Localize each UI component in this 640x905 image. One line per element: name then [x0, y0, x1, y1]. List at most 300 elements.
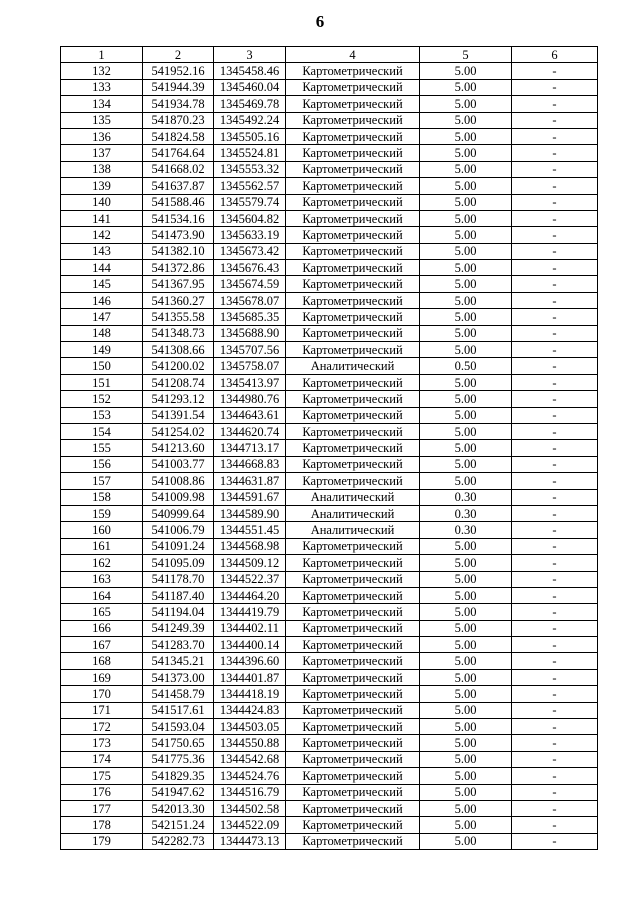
- description-cell: -: [512, 653, 598, 669]
- method-cell: Картометрический: [286, 161, 420, 177]
- point-number-cell: 170: [61, 686, 143, 702]
- point-number-cell: 139: [61, 178, 143, 194]
- column-header-x: 2: [143, 47, 214, 63]
- accuracy-cell: 5.00: [420, 79, 512, 95]
- table-row: [61, 145, 598, 161]
- point-number-cell: 153: [61, 407, 143, 423]
- accuracy-cell: 0.50: [420, 358, 512, 374]
- table-row: [61, 96, 598, 112]
- y-coordinate-cell: 1345674.59: [214, 276, 286, 292]
- method-cell: Картометрический: [286, 473, 420, 489]
- y-coordinate-cell: 1344424.83: [214, 702, 286, 718]
- y-coordinate-cell: 1345469.78: [214, 96, 286, 112]
- accuracy-cell: 5.00: [420, 587, 512, 603]
- y-coordinate-cell: 1345460.04: [214, 79, 286, 95]
- table-row: [61, 243, 598, 259]
- method-cell: Картометрический: [286, 112, 420, 128]
- x-coordinate-cell: 541870.23: [143, 112, 214, 128]
- description-cell: -: [512, 440, 598, 456]
- table-row: [61, 309, 598, 325]
- point-number-cell: 133: [61, 79, 143, 95]
- accuracy-cell: 5.00: [420, 210, 512, 226]
- table-row: [61, 440, 598, 456]
- description-cell: -: [512, 833, 598, 849]
- x-coordinate-cell: 541293.12: [143, 391, 214, 407]
- accuracy-cell: 5.00: [420, 423, 512, 439]
- method-cell: Картометрический: [286, 735, 420, 751]
- accuracy-cell: 5.00: [420, 817, 512, 833]
- y-coordinate-cell: 1344568.98: [214, 538, 286, 554]
- table-row: [61, 210, 598, 226]
- y-coordinate-cell: 1344980.76: [214, 391, 286, 407]
- description-cell: -: [512, 178, 598, 194]
- description-cell: -: [512, 620, 598, 636]
- point-number-cell: 179: [61, 833, 143, 849]
- accuracy-cell: 5.00: [420, 735, 512, 751]
- table-row: [61, 423, 598, 439]
- point-number-cell: 140: [61, 194, 143, 210]
- method-cell: Картометрический: [286, 751, 420, 767]
- point-number-cell: 136: [61, 128, 143, 144]
- y-coordinate-cell: 1344668.83: [214, 456, 286, 472]
- method-cell: Картометрический: [286, 587, 420, 603]
- point-number-cell: 163: [61, 571, 143, 587]
- y-coordinate-cell: 1344591.67: [214, 489, 286, 505]
- table-row: [61, 833, 598, 849]
- description-cell: -: [512, 423, 598, 439]
- accuracy-cell: 5.00: [420, 555, 512, 571]
- accuracy-cell: 5.00: [420, 96, 512, 112]
- description-cell: -: [512, 260, 598, 276]
- table-row: [61, 194, 598, 210]
- y-coordinate-cell: 1344419.79: [214, 604, 286, 620]
- table-row: [61, 161, 598, 177]
- y-coordinate-cell: 1345685.35: [214, 309, 286, 325]
- x-coordinate-cell: 541355.58: [143, 309, 214, 325]
- x-coordinate-cell: 541194.04: [143, 604, 214, 620]
- description-cell: -: [512, 522, 598, 538]
- accuracy-cell: 5.00: [420, 227, 512, 243]
- table-row: [61, 735, 598, 751]
- table-row: [61, 292, 598, 308]
- description-cell: -: [512, 637, 598, 653]
- point-number-cell: 168: [61, 653, 143, 669]
- y-coordinate-cell: 1344524.76: [214, 768, 286, 784]
- description-cell: -: [512, 145, 598, 161]
- y-coordinate-cell: 1345633.19: [214, 227, 286, 243]
- y-coordinate-cell: 1344418.19: [214, 686, 286, 702]
- table-row: [61, 604, 598, 620]
- description-cell: -: [512, 587, 598, 603]
- point-number-cell: 159: [61, 505, 143, 521]
- point-number-cell: 177: [61, 800, 143, 816]
- x-coordinate-cell: 541458.79: [143, 686, 214, 702]
- page-number: 6: [315, 12, 325, 31]
- x-coordinate-cell: 541947.62: [143, 784, 214, 800]
- x-coordinate-cell: 542013.30: [143, 800, 214, 816]
- method-cell: Картометрический: [286, 342, 420, 358]
- point-number-cell: 137: [61, 145, 143, 161]
- x-coordinate-cell: 541091.24: [143, 538, 214, 554]
- accuracy-cell: 5.00: [420, 768, 512, 784]
- y-coordinate-cell: 1344713.17: [214, 440, 286, 456]
- method-cell: Аналитический: [286, 505, 420, 521]
- point-number-cell: 174: [61, 751, 143, 767]
- accuracy-cell: 5.00: [420, 784, 512, 800]
- table-row: [61, 587, 598, 603]
- description-cell: -: [512, 817, 598, 833]
- table-row: [61, 473, 598, 489]
- y-coordinate-cell: 1344502.58: [214, 800, 286, 816]
- description-cell: -: [512, 161, 598, 177]
- point-number-cell: 143: [61, 243, 143, 259]
- table-row: [61, 571, 598, 587]
- table-body: [61, 63, 598, 850]
- x-coordinate-cell: 541944.39: [143, 79, 214, 95]
- y-coordinate-cell: 1345492.24: [214, 112, 286, 128]
- x-coordinate-cell: 541775.36: [143, 751, 214, 767]
- y-coordinate-cell: 1345553.32: [214, 161, 286, 177]
- point-number-cell: 146: [61, 292, 143, 308]
- method-cell: Картометрический: [286, 833, 420, 849]
- x-coordinate-cell: 542151.24: [143, 817, 214, 833]
- accuracy-cell: 5.00: [420, 161, 512, 177]
- accuracy-cell: 5.00: [420, 342, 512, 358]
- point-number-cell: 161: [61, 538, 143, 554]
- accuracy-cell: 0.30: [420, 522, 512, 538]
- method-cell: Картометрический: [286, 686, 420, 702]
- method-cell: Картометрический: [286, 243, 420, 259]
- point-number-cell: 175: [61, 768, 143, 784]
- y-coordinate-cell: 1345707.56: [214, 342, 286, 358]
- y-coordinate-cell: 1345758.07: [214, 358, 286, 374]
- x-coordinate-cell: 541009.98: [143, 489, 214, 505]
- x-coordinate-cell: 541373.00: [143, 669, 214, 685]
- accuracy-cell: 5.00: [420, 63, 512, 79]
- point-number-cell: 152: [61, 391, 143, 407]
- method-cell: Картометрический: [286, 96, 420, 112]
- description-cell: -: [512, 292, 598, 308]
- accuracy-cell: 5.00: [420, 292, 512, 308]
- table-row: [61, 325, 598, 341]
- table-row: [61, 79, 598, 95]
- point-number-cell: 165: [61, 604, 143, 620]
- column-header-accuracy: 5: [420, 47, 512, 63]
- x-coordinate-cell: 541372.86: [143, 260, 214, 276]
- method-cell: Картометрический: [286, 653, 420, 669]
- description-cell: -: [512, 128, 598, 144]
- point-number-cell: 150: [61, 358, 143, 374]
- x-coordinate-cell: 541588.46: [143, 194, 214, 210]
- x-coordinate-cell: 541003.77: [143, 456, 214, 472]
- x-coordinate-cell: 541348.73: [143, 325, 214, 341]
- table-row: [61, 374, 598, 390]
- point-number-cell: 166: [61, 620, 143, 636]
- y-coordinate-cell: 1344400.14: [214, 637, 286, 653]
- accuracy-cell: 5.00: [420, 276, 512, 292]
- description-cell: -: [512, 571, 598, 587]
- description-cell: -: [512, 489, 598, 505]
- y-coordinate-cell: 1345688.90: [214, 325, 286, 341]
- point-number-cell: 171: [61, 702, 143, 718]
- x-coordinate-cell: 541345.21: [143, 653, 214, 669]
- column-header-y: 3: [214, 47, 286, 63]
- table-row: [61, 407, 598, 423]
- table-row: [61, 751, 598, 767]
- description-cell: -: [512, 194, 598, 210]
- accuracy-cell: 5.00: [420, 751, 512, 767]
- accuracy-cell: 5.00: [420, 440, 512, 456]
- table-row: [61, 63, 598, 79]
- table-row: [61, 719, 598, 735]
- table-row: [61, 227, 598, 243]
- description-cell: -: [512, 784, 598, 800]
- method-cell: Картометрический: [286, 227, 420, 243]
- description-cell: -: [512, 342, 598, 358]
- y-coordinate-cell: 1344396.60: [214, 653, 286, 669]
- table-row: [61, 391, 598, 407]
- accuracy-cell: 5.00: [420, 800, 512, 816]
- point-number-cell: 162: [61, 555, 143, 571]
- accuracy-cell: 5.00: [420, 538, 512, 554]
- y-coordinate-cell: 1345458.46: [214, 63, 286, 79]
- y-coordinate-cell: 1344550.88: [214, 735, 286, 751]
- x-coordinate-cell: 541829.35: [143, 768, 214, 784]
- point-number-cell: 145: [61, 276, 143, 292]
- method-cell: Картометрический: [286, 538, 420, 554]
- point-number-cell: 148: [61, 325, 143, 341]
- accuracy-cell: 5.00: [420, 473, 512, 489]
- x-coordinate-cell: 542282.73: [143, 833, 214, 849]
- table-row: [61, 669, 598, 685]
- y-coordinate-cell: 1344401.87: [214, 669, 286, 685]
- description-cell: -: [512, 391, 598, 407]
- table-row: [61, 276, 598, 292]
- table-row: [61, 817, 598, 833]
- method-cell: Картометрический: [286, 604, 420, 620]
- method-cell: Картометрический: [286, 768, 420, 784]
- y-coordinate-cell: 1345524.81: [214, 145, 286, 161]
- accuracy-cell: 5.00: [420, 374, 512, 390]
- method-cell: Картометрический: [286, 702, 420, 718]
- method-cell: Картометрический: [286, 407, 420, 423]
- x-coordinate-cell: 541008.86: [143, 473, 214, 489]
- method-cell: Картометрический: [286, 571, 420, 587]
- description-cell: -: [512, 79, 598, 95]
- y-coordinate-cell: 1345562.57: [214, 178, 286, 194]
- method-cell: Картометрический: [286, 194, 420, 210]
- description-cell: -: [512, 669, 598, 685]
- table-row: [61, 653, 598, 669]
- point-number-cell: 138: [61, 161, 143, 177]
- method-cell: Картометрический: [286, 423, 420, 439]
- x-coordinate-cell: 541283.70: [143, 637, 214, 653]
- point-number-cell: 132: [61, 63, 143, 79]
- accuracy-cell: 5.00: [420, 833, 512, 849]
- table-row: [61, 768, 598, 784]
- y-coordinate-cell: 1344464.20: [214, 587, 286, 603]
- point-number-cell: 154: [61, 423, 143, 439]
- y-coordinate-cell: 1344631.87: [214, 473, 286, 489]
- point-number-cell: 147: [61, 309, 143, 325]
- y-coordinate-cell: 1345413.97: [214, 374, 286, 390]
- x-coordinate-cell: 541824.58: [143, 128, 214, 144]
- y-coordinate-cell: 1345604.82: [214, 210, 286, 226]
- description-cell: -: [512, 473, 598, 489]
- method-cell: Картометрический: [286, 276, 420, 292]
- method-cell: Картометрический: [286, 325, 420, 341]
- y-coordinate-cell: 1345678.07: [214, 292, 286, 308]
- point-number-cell: 151: [61, 374, 143, 390]
- method-cell: Аналитический: [286, 522, 420, 538]
- column-header-method: 4: [286, 47, 420, 63]
- x-coordinate-cell: 541382.10: [143, 243, 214, 259]
- x-coordinate-cell: 540999.64: [143, 505, 214, 521]
- accuracy-cell: 5.00: [420, 391, 512, 407]
- description-cell: -: [512, 96, 598, 112]
- description-cell: -: [512, 719, 598, 735]
- table-row: [61, 522, 598, 538]
- description-cell: -: [512, 276, 598, 292]
- description-cell: -: [512, 243, 598, 259]
- x-coordinate-cell: 541249.39: [143, 620, 214, 636]
- table-row: [61, 620, 598, 636]
- x-coordinate-cell: 541517.61: [143, 702, 214, 718]
- method-cell: Картометрический: [286, 800, 420, 816]
- x-coordinate-cell: 541187.40: [143, 587, 214, 603]
- method-cell: Картометрический: [286, 637, 420, 653]
- point-number-cell: 134: [61, 96, 143, 112]
- y-coordinate-cell: 1344509.12: [214, 555, 286, 571]
- accuracy-cell: 5.00: [420, 112, 512, 128]
- description-cell: -: [512, 735, 598, 751]
- coordinates-table: [60, 46, 598, 850]
- accuracy-cell: 5.00: [420, 456, 512, 472]
- point-number-cell: 142: [61, 227, 143, 243]
- method-cell: Картометрический: [286, 374, 420, 390]
- method-cell: Картометрический: [286, 309, 420, 325]
- y-coordinate-cell: 1344589.90: [214, 505, 286, 521]
- method-cell: Картометрический: [286, 260, 420, 276]
- accuracy-cell: 5.00: [420, 571, 512, 587]
- table-row: [61, 784, 598, 800]
- x-coordinate-cell: 541637.87: [143, 178, 214, 194]
- point-number-cell: 141: [61, 210, 143, 226]
- description-cell: -: [512, 604, 598, 620]
- accuracy-cell: 5.00: [420, 604, 512, 620]
- accuracy-cell: 5.00: [420, 669, 512, 685]
- accuracy-cell: 5.00: [420, 407, 512, 423]
- method-cell: Картометрический: [286, 128, 420, 144]
- method-cell: Картометрический: [286, 817, 420, 833]
- point-number-cell: 176: [61, 784, 143, 800]
- x-coordinate-cell: 541254.02: [143, 423, 214, 439]
- y-coordinate-cell: 1345505.16: [214, 128, 286, 144]
- accuracy-cell: 5.00: [420, 128, 512, 144]
- method-cell: Картометрический: [286, 719, 420, 735]
- table-row: [61, 178, 598, 194]
- method-cell: Картометрический: [286, 79, 420, 95]
- accuracy-cell: 5.00: [420, 620, 512, 636]
- accuracy-cell: 5.00: [420, 178, 512, 194]
- accuracy-cell: 5.00: [420, 637, 512, 653]
- accuracy-cell: 5.00: [420, 309, 512, 325]
- description-cell: -: [512, 407, 598, 423]
- method-cell: Аналитический: [286, 358, 420, 374]
- table-row: [61, 489, 598, 505]
- description-cell: -: [512, 325, 598, 341]
- point-number-cell: 157: [61, 473, 143, 489]
- table-row: [61, 538, 598, 554]
- accuracy-cell: 5.00: [420, 653, 512, 669]
- x-coordinate-cell: 541391.54: [143, 407, 214, 423]
- table-row: [61, 505, 598, 521]
- description-cell: -: [512, 505, 598, 521]
- table-row: [61, 702, 598, 718]
- point-number-cell: 135: [61, 112, 143, 128]
- x-coordinate-cell: 541367.95: [143, 276, 214, 292]
- description-cell: -: [512, 358, 598, 374]
- method-cell: Картометрический: [286, 145, 420, 161]
- accuracy-cell: 0.30: [420, 505, 512, 521]
- accuracy-cell: 5.00: [420, 702, 512, 718]
- x-coordinate-cell: 541764.64: [143, 145, 214, 161]
- method-cell: Картометрический: [286, 555, 420, 571]
- x-coordinate-cell: 541200.02: [143, 358, 214, 374]
- point-number-cell: 178: [61, 817, 143, 833]
- x-coordinate-cell: 541360.27: [143, 292, 214, 308]
- description-cell: -: [512, 538, 598, 554]
- x-coordinate-cell: 541208.74: [143, 374, 214, 390]
- method-cell: Аналитический: [286, 489, 420, 505]
- x-coordinate-cell: 541006.79: [143, 522, 214, 538]
- point-number-cell: 164: [61, 587, 143, 603]
- table-row: [61, 358, 598, 374]
- x-coordinate-cell: 541934.78: [143, 96, 214, 112]
- accuracy-cell: 5.00: [420, 243, 512, 259]
- y-coordinate-cell: 1345579.74: [214, 194, 286, 210]
- y-coordinate-cell: 1344551.45: [214, 522, 286, 538]
- table-row: [61, 637, 598, 653]
- description-cell: -: [512, 751, 598, 767]
- y-coordinate-cell: 1344643.61: [214, 407, 286, 423]
- y-coordinate-cell: 1344522.37: [214, 571, 286, 587]
- description-cell: -: [512, 63, 598, 79]
- description-cell: -: [512, 112, 598, 128]
- method-cell: Картометрический: [286, 784, 420, 800]
- description-cell: -: [512, 210, 598, 226]
- method-cell: Картометрический: [286, 63, 420, 79]
- y-coordinate-cell: 1344542.68: [214, 751, 286, 767]
- point-number-cell: 172: [61, 719, 143, 735]
- table-row: [61, 800, 598, 816]
- x-coordinate-cell: 541534.16: [143, 210, 214, 226]
- y-coordinate-cell: 1344620.74: [214, 423, 286, 439]
- accuracy-cell: 5.00: [420, 686, 512, 702]
- point-number-cell: 169: [61, 669, 143, 685]
- x-coordinate-cell: 541593.04: [143, 719, 214, 735]
- method-cell: Картометрический: [286, 669, 420, 685]
- description-cell: -: [512, 456, 598, 472]
- method-cell: Картометрический: [286, 292, 420, 308]
- accuracy-cell: 0.30: [420, 489, 512, 505]
- table-header-row: [61, 47, 598, 63]
- method-cell: Картометрический: [286, 440, 420, 456]
- y-coordinate-cell: 1345673.42: [214, 243, 286, 259]
- point-number-cell: 144: [61, 260, 143, 276]
- description-cell: -: [512, 555, 598, 571]
- table-row: [61, 555, 598, 571]
